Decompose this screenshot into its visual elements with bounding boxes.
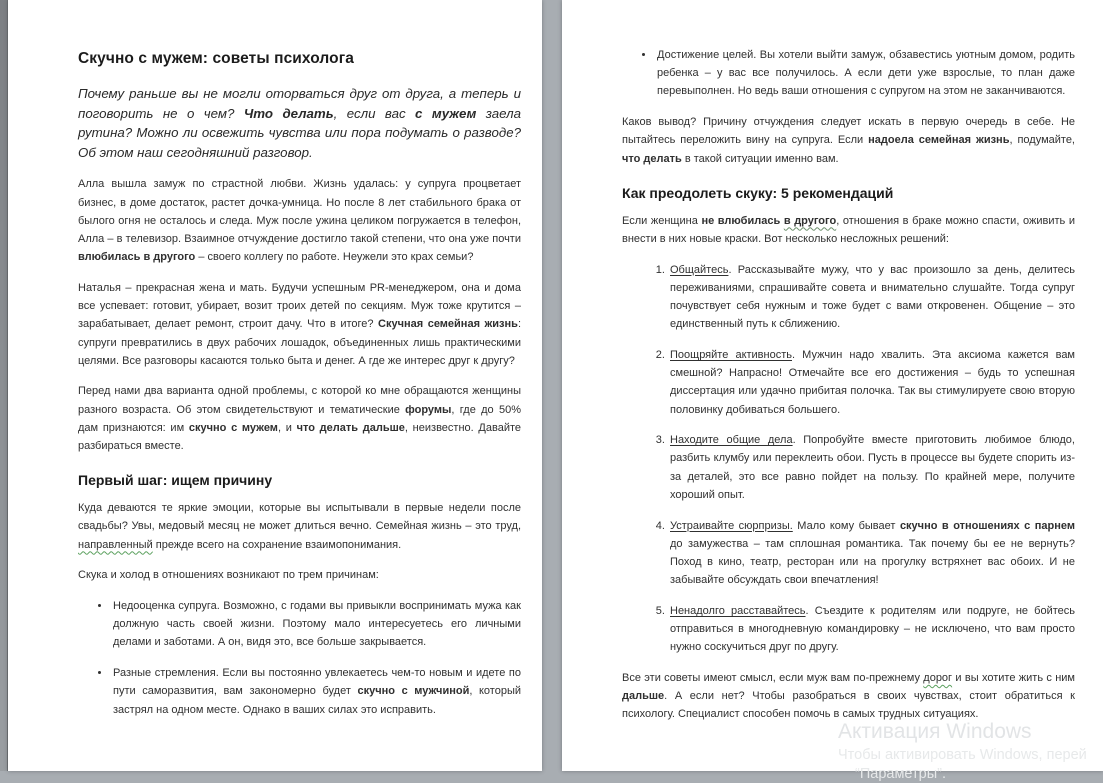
list-item: • Достижение целей. Вы хотели выйти замуж, обзавестись уютным домом, родить ребенка – у вас все получилось. А если дети уже взрослые, то план даже перевыполнен. Но ведь ваши отношения с супругом на этом не заканчиваются.	[655, 46, 1075, 101]
reasons-list	[78, 597, 521, 719]
list-item: 5. Ненадолго расставайтесь. Съездите к родителям или подруге, не бойтесь отправиться в многодневную командировку – не исключено, что вам просто нужно соскучиться друг по другу.	[668, 602, 1075, 657]
reasons-list-continued	[622, 46, 1075, 101]
section-heading-recommendations: Как преодолеть скуку: 5 рекомендаций	[622, 184, 894, 201]
article-title: Скучно с мужем: советы психолога	[78, 50, 355, 67]
list-item: 3. Находите общие дела. Попробуйте вместе приготовить любимое блюдо, разбить клумбу или переклеить обои. Пусть в процессе вы будете спорить из-за деталей, это все равно пойдет на пользу. По крайней мере, получите хороший опыт.	[668, 431, 1075, 504]
paragraph-final: Все эти советы имеют смысл, если муж вам по-прежнему дорог и вы хотите жить с ним дальше. А если нет? Чтобы разобраться в своих чувствах, стоит обратиться к психологу. Специалист способен помочь в самых трудных ситуациях.	[622, 671, 1075, 721]
recommendations-list	[622, 261, 1075, 657]
list-item: • Разные стремления. Если вы постоянно увлекаетесь чем-то новым и идете по пути саморазвития, вам закономерно будет скучно с мужчиной, который застрял на одном месте. Однако в ваших силах это исправить.	[111, 664, 521, 719]
list-item: 4. Устраивайте сюрпризы. Мало кому бывает скучно в отношениях с парнем до замужества – там сплошная романтика. Так почему бы ее не вернуть? Поход в кино, театр, ресторан или на прогулку встряхнет вас обоих. И не забывайте обсуждать свои впечатления!	[668, 517, 1075, 590]
lead-paragraph: Почему раньше вы не могли оторваться друг от друга, а теперь и поговорить не о чем? Что делать, если вас с мужем заела рутина? Можно ли освежить чувства или пора подумать о разводе? Об этом наш сегодняшний разговор.	[78, 86, 521, 160]
canvas-left-edge	[0, 0, 8, 771]
watermark-line3: “Параметры”.	[855, 766, 946, 782]
page-1[interactable]	[8, 0, 542, 771]
paragraph-conclusion: Каков вывод? Причину отчуждения следует искать в первую очередь в себе. Не пытайтесь переложить вину на супруга. Если надоела семейная жизнь, подумайте, что делать в такой ситуации именно вам.	[622, 116, 1075, 165]
page-2[interactable]	[562, 0, 1103, 771]
paragraph-alla: Алла вышла замуж по страстной любви. Жизнь удалась: у супруга процветает бизнес, в доме достаток, растет дочка-умница. Но после 8 лет стабильного брака от былого огня не осталось и следа. Муж после ужина целиком погружается в телефон, Алла – в телевизор. Взаимное отчуждение достигло такой степени, что она уже почти влюбилась в другого – своего коллегу по работе. Неужели это крах семьи?	[78, 178, 521, 264]
section-heading-first-step: Первый шаг: ищем причину	[78, 472, 273, 489]
paragraph-recommendations-intro: Если женщина не влюбилась в другого, отношения в браке можно спасти, оживить и внести в них новые краски. Вот несколько несложных решений:	[622, 214, 1075, 245]
paragraph-two-variants: Перед нами два варианта одной проблемы, с которой ко мне обращаются женщины разного возраста. Об этом свидетельствуют и тематические форумы, где до 50% дам признаются: им скучно с мужем, и что делать дальше, неизвестно. Давайте разбираться вместе.	[78, 385, 521, 453]
watermark-title: Активация Windows	[838, 720, 1032, 743]
paragraph-natalya: Наталья – прекрасная жена и мать. Будучи успешным PR-менеджером, она и дома все успевает: готовит, убирает, возит троих детей по секциям. Муж тоже крутится – зарабатывает, делает ремонт, строит дачу. Что в итоге? Скучная семейная жизнь: супруги превратились в двух рабочих лошадок, объединенных лишь практическими целями. Все разговоры касаются только быта и денег. А где же интерес друг к другу?	[78, 281, 521, 367]
paragraph-reasons-intro: Скука и холод в отношениях возникают по трем причинам:	[78, 569, 379, 582]
list-item: 2. Поощряйте активность. Мужчин надо хвалить. Эта аксиома кажется вам смешной? Напрасно! Отмечайте все его достижения – будь то успешная диссертация или удачно прибитая полочка. Так вы стимулируете свою вторую половинку добиваться большего.	[668, 346, 1075, 419]
list-item: • Недооценка супруга. Возможно, с годами вы привыкли воспринимать мужа как должную часть своей жизни. Поэтому мало интересуетесь его личными делами и заботами. А он, видя это, все больше закрывается.	[111, 597, 521, 652]
list-item: 1. Общайтесь. Рассказывайте мужу, что у вас произошло за день, делитесь переживаниями, спрашивайте совета и внимательно слушайте. Тогда супруг почувствует себя нужным и тоже будет с вами откровенен. Общение – это единственный путь к сближению.	[668, 261, 1075, 334]
watermark-line2: Чтобы активировать Windows, перей	[838, 747, 1087, 763]
paragraph-emotions: Куда деваются те яркие эмоции, которые вы испытывали в первые недели после свадьбы? Увы, медовый месяц не может длиться вечно. Семейная жизнь – это труд, направленный прежде всего на сохранение взаимопонимания.	[78, 502, 521, 551]
